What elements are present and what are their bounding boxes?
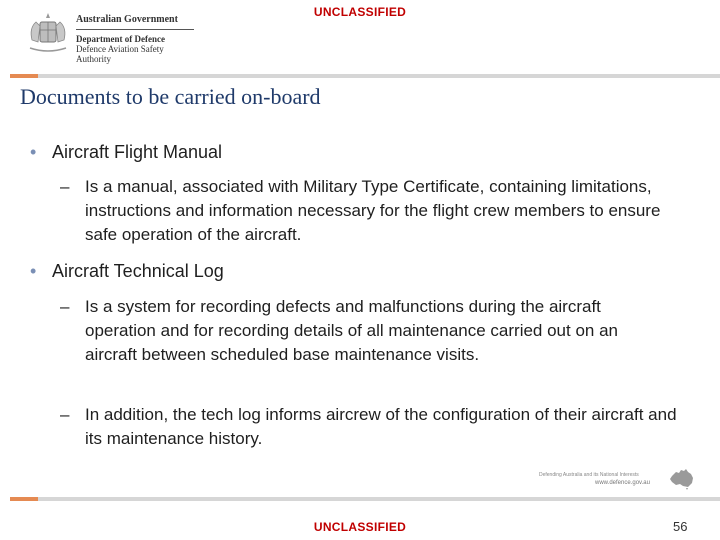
sub-bullet-mark: – xyxy=(60,405,70,424)
logo-divider xyxy=(76,29,194,30)
header-rule xyxy=(10,74,720,78)
australia-map-icon xyxy=(669,468,695,490)
footer-rule xyxy=(10,497,720,501)
bullet-label: Aircraft Flight Manual xyxy=(52,142,223,162)
bullet-aircraft-flight-manual xyxy=(30,140,692,164)
logo-authority-name: Defence Aviation Safety Authority xyxy=(76,44,164,64)
bullet-mark: • xyxy=(30,261,37,281)
footer-rule-accent xyxy=(10,497,38,501)
slide-title: Documents to be carried on-board xyxy=(20,84,321,109)
sub-bullet-mark: – xyxy=(60,177,70,196)
sub-bullet-tech-log-configuration xyxy=(60,403,695,451)
page-number: 56 xyxy=(673,519,688,534)
sub-bullet-flight-manual-definition xyxy=(60,175,695,247)
sub-bullet-tech-log-definition xyxy=(60,295,660,367)
logo-department-name: Department of Defence xyxy=(76,34,165,44)
logo-government-name: Australian Government xyxy=(76,14,178,25)
footer-tagline: Defending Australia and its National Interests xyxy=(539,472,639,478)
bullet-label: Aircraft Technical Log xyxy=(52,261,224,281)
bullet-aircraft-technical-log xyxy=(30,259,692,283)
defence-footer-brand xyxy=(539,468,699,492)
classification-top: UNCLASSIFIED xyxy=(313,5,407,19)
coat-of-arms-icon xyxy=(26,10,70,54)
sub-bullet-text: In addition, the tech log informs aircrew of the configuration of their aircraft and its maintenance history. xyxy=(85,405,677,448)
bullet-mark: • xyxy=(30,142,37,162)
sub-bullet-mark: – xyxy=(60,297,70,316)
sub-bullet-text: Is a manual, associated with Military Type Certificate, containing limitations, instructions and information necessary for the flight crew members to ensure safe operation of the aircraft. xyxy=(85,177,661,244)
sub-bullet-text: Is a system for recording defects and malfunctions during the aircraft operation and for recording details of all maintenance carried out on an aircraft between scheduled base maintenance visits. xyxy=(85,297,619,364)
classification-bottom: UNCLASSIFIED xyxy=(313,520,407,534)
australian-government-logo xyxy=(26,10,196,62)
footer-url: www.defence.gov.au xyxy=(595,480,650,486)
header-rule-accent xyxy=(10,74,38,78)
